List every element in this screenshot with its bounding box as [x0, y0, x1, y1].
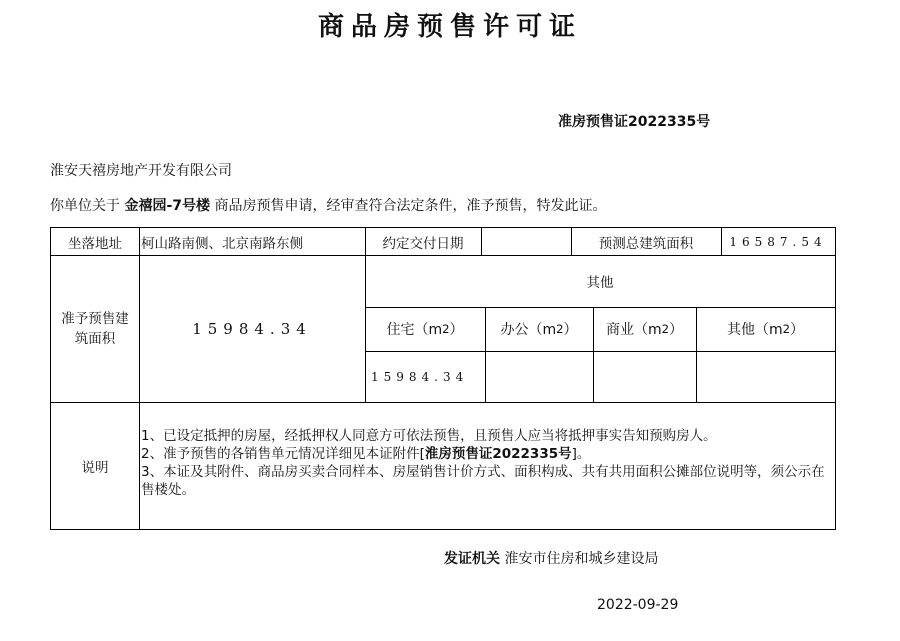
commercial-value	[593, 351, 696, 402]
location-label: 坐落地址	[68, 235, 122, 252]
residential-value: 15984.34	[371, 369, 469, 384]
residential-label: 住宅（m 2 ）	[386, 322, 464, 338]
issue-date: 2022-09-29	[597, 597, 679, 613]
note-line-1: 1、已设定抵押的房屋，经抵押权人同意方可依法预售，且预售人应当将抵押事实告知预购房人。	[141, 428, 717, 444]
permit-statement	[50, 195, 606, 215]
notes-content	[141, 427, 831, 499]
location-value: 柯山路南侧、北京南路东侧	[141, 235, 303, 252]
office-value	[485, 351, 593, 402]
project-name: 金禧园-7号楼	[124, 198, 211, 214]
issuer-value: 淮安市住房和城乡建设局	[504, 551, 659, 567]
total-area-value: 16587.54	[729, 234, 827, 249]
notes-label: 说明	[81, 459, 109, 476]
permit-number: 准房预售证2022335号	[558, 114, 711, 130]
delivery-date-value	[481, 228, 571, 255]
permit-table	[50, 227, 836, 530]
presale-area-value: 15984.34	[192, 319, 312, 338]
office-label: 办公（m 2 ）	[500, 322, 578, 338]
others-label: 其他（m 2 ）	[726, 322, 805, 338]
presale-area-label: 准予预售建筑面积	[61, 310, 129, 347]
delivery-date-label: 约定交付日期	[382, 235, 464, 252]
statement-suffix: 商品房预售申请，经审查符合法定条件，准予预售，特发此证。	[214, 198, 607, 214]
commercial-label: 商业（m 2 ）	[605, 322, 684, 338]
note-line-2: 2、准予预售的各销售单元情况详细见本证附件[淮房预售证2022335号]。	[141, 446, 591, 462]
others-value	[696, 351, 835, 402]
issuer-label: 发证机关	[444, 551, 500, 567]
other-header: 其他	[586, 275, 614, 291]
company-name: 淮安天禧房地产开发有限公司	[50, 163, 232, 179]
issuing-authority	[444, 548, 658, 568]
note-line-3: 3、本证及其附件、商品房买卖合同样本、房屋销售计价方式、面积构成、共有共用面积公摊部位说明等，须公示在售楼处。	[141, 464, 825, 498]
total-area-label: 预测总建筑面积	[598, 235, 694, 252]
document-title: 商品房预售许可证	[317, 12, 582, 42]
statement-prefix: 你单位关于	[50, 198, 120, 214]
